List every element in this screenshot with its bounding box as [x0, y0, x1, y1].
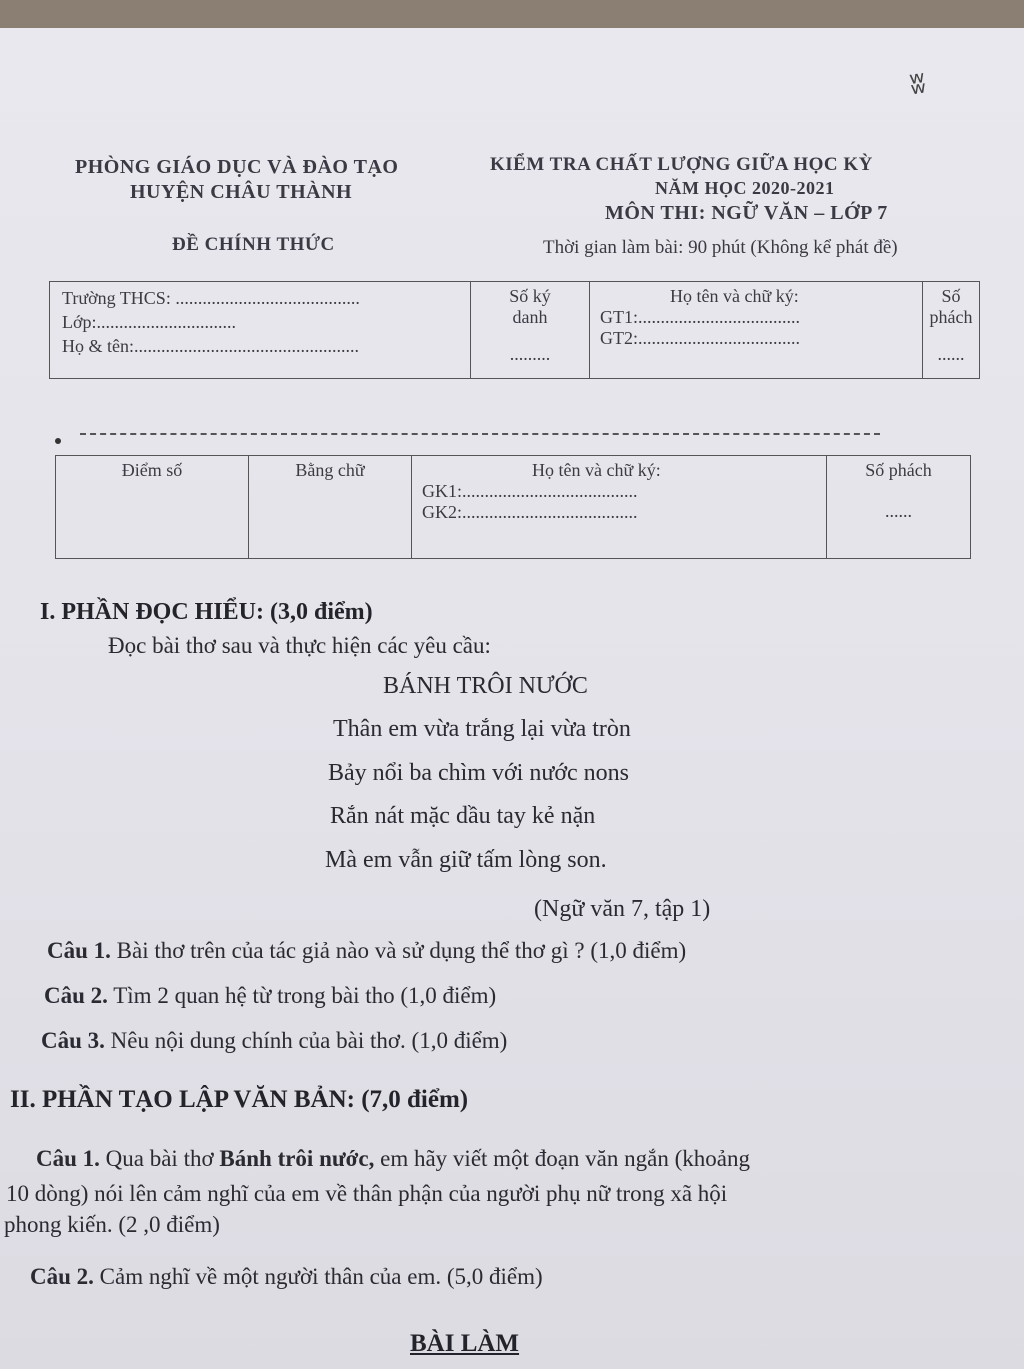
class-field: Lớp:............................... [62, 312, 237, 332]
poem-source: (Ngữ văn 7, tập 1) [534, 896, 711, 922]
question-text: em hãy viết một đoạn văn ngắn (khoảng [374, 1146, 750, 1171]
candidate-number-dots: ......... [509, 344, 551, 364]
score-table [55, 455, 971, 559]
official-label: ĐỀ CHÍNH THỨC [172, 234, 335, 255]
score-words-cell [249, 456, 412, 559]
question-label: Câu 2. [44, 983, 108, 1008]
proctor-cell [590, 282, 923, 379]
grader-cell [412, 456, 827, 559]
grader1-field: GK1:....................................... [422, 481, 638, 501]
question-text: Qua bài thơ [99, 1146, 220, 1171]
department-name: PHÒNG GIÁO DỤC VÀ ĐÀO TẠO [75, 156, 399, 178]
score-cell [56, 456, 249, 559]
cut-line [80, 433, 880, 435]
school-field: Trường THCS: ......................................... [62, 288, 360, 308]
part2-question-1-line3: phong kiến. (2 ,0 điểm) [4, 1212, 220, 1237]
question-label: Câu 1. [47, 938, 111, 963]
answer-heading: BÀI LÀM [410, 1330, 520, 1357]
candidate-number-cell [471, 282, 590, 379]
poem-line: Bảy nổi ba chìm với nước nons [328, 760, 630, 786]
secret-code-cell [923, 282, 980, 379]
question-label: Câu 1. [36, 1146, 100, 1171]
student-info-cell [50, 282, 471, 379]
exam-title: KIỂM TRA CHẤT LƯỢNG GIỮA HỌC KỲ [490, 154, 873, 175]
candidate-number-label-2: danh [512, 307, 548, 327]
question-label: Câu 2. [30, 1264, 94, 1289]
proctor1-field: GT1:.................................... [600, 307, 800, 327]
exam-time: Thời gian làm bài: 90 phút (Không kể phát đề) [543, 237, 898, 258]
poem-name-bold: Bánh trôi nước, [219, 1146, 375, 1171]
proctor-title: Họ tên và chữ ký: [670, 286, 799, 306]
part1-instruction: Đọc bài thơ sau và thực hiện các yêu cầu: [108, 633, 491, 658]
question-text: Nêu nội dung chính của bài thơ. (1,0 điểm) [104, 1028, 508, 1053]
poem-line: Rắn nát mặc dầu tay kẻ nặn [330, 803, 596, 829]
name-field: Họ & tên:.................................................. [62, 336, 359, 356]
score-words-label: Bằng chữ [295, 460, 365, 480]
question-1 [47, 938, 686, 964]
question-text: Cảm nghĩ về một người thân của em. (5,0 điểm) [93, 1264, 543, 1289]
question-text: Bài thơ trên của tác giả nào và sử dụng thể thơ gì ? (1,0 điểm) [110, 938, 687, 963]
secret-code-label: Số [941, 286, 961, 306]
student-info-table [49, 281, 980, 379]
part1-title: I. PHẦN ĐỌC HIỂU: (3,0 điểm) [40, 599, 373, 625]
question-3 [41, 1028, 507, 1054]
score-secret-dots: ...... [885, 501, 912, 521]
candidate-number-label: Số ký [509, 286, 551, 306]
score-label: Điểm số [121, 460, 183, 480]
score-secret-label: Số phách [865, 460, 932, 480]
part2-title: II. PHẦN TẠO LẬP VĂN BẢN: (7,0 điểm) [10, 1086, 469, 1113]
handwritten-mark: ʬ [907, 65, 928, 102]
question-2 [44, 983, 496, 1009]
grader2-field: GK2:....................................... [422, 502, 638, 522]
proctor2-field: GT2:.................................... [600, 328, 800, 348]
poem-line: Thân em vừa trắng lại vừa tròn [333, 716, 631, 742]
poem-title: BÁNH TRÔI NƯỚC [383, 673, 588, 699]
secret-code-dots: ...... [937, 344, 965, 364]
cut-line-bullet [55, 438, 61, 444]
subject: MÔN THI: NGỮ VĂN – LỚP 7 [605, 202, 888, 224]
secret-code-label-2: phách [929, 307, 973, 327]
question-text: Tìm 2 quan hệ từ trong bài tho (1,0 điểm) [107, 983, 497, 1008]
school-year: NĂM HỌC 2020-2021 [655, 178, 835, 198]
grader-title: Họ tên và chữ ký: [532, 460, 661, 480]
part2-question-1 [36, 1146, 750, 1172]
score-secret-cell [827, 456, 971, 559]
part2-question-1-line2: 10 dòng) nói lên cảm nghĩ của em về thân phận của người phụ nữ trong xã hội [6, 1181, 728, 1206]
exam-paper [0, 28, 1024, 1369]
part2-question-2 [30, 1264, 543, 1290]
district-name: HUYỆN CHÂU THÀNH [130, 181, 353, 203]
question-label: Câu 3. [41, 1028, 105, 1053]
poem-line: Mà em vẫn giữ tấm lòng son. [325, 847, 607, 873]
